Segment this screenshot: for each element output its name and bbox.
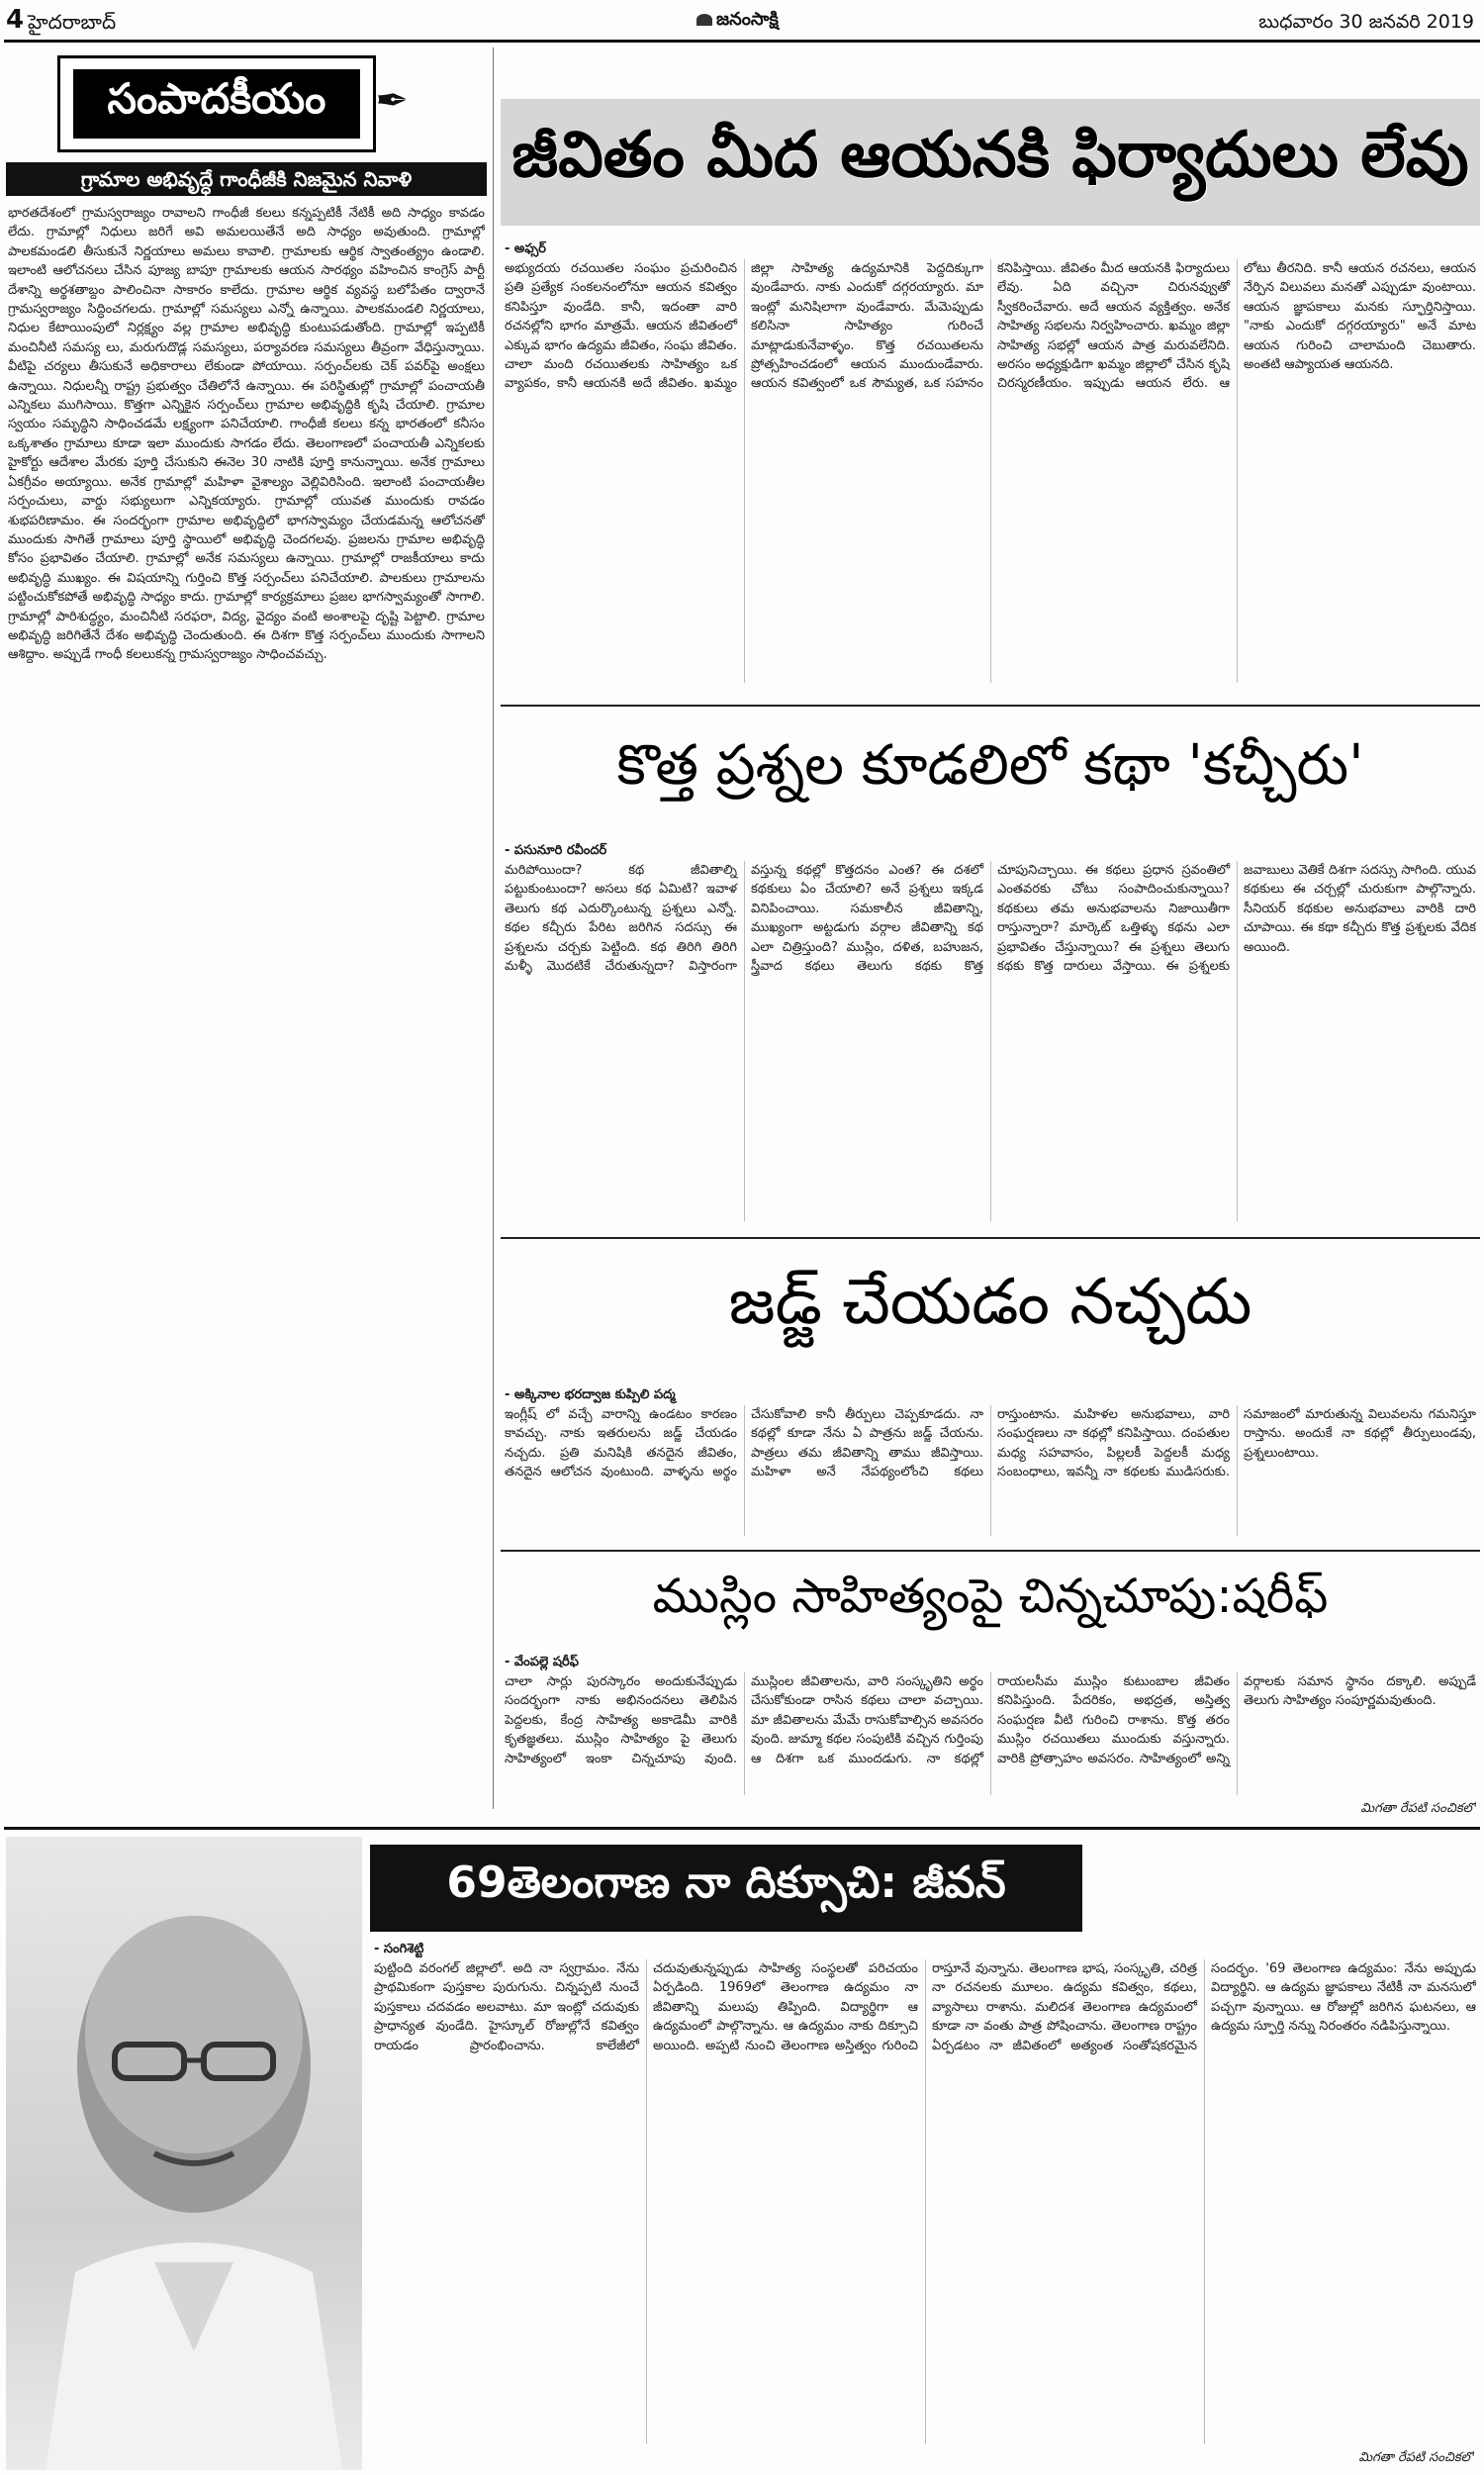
article-4-byline: - వేంపల్లె షరీఫ్ [505,1655,579,1669]
article-5 [370,1837,1480,2470]
article-4-credit: మిగతా రేపటి సంచికలో [1360,1801,1476,1816]
article-2-byline: - పసునూరి రవీందర్ [505,843,607,858]
article-1-body: అభ్యుదయ రచయితల సంఘం ప్రచురించిన ప్రతి ప్రత్యేక సంకలనంలోనూ ఆయన కవిత్వం కనిపిస్తూ వుండేది. కానీ, ఇదంతా వారి రచనల్లోని భాగం మాత్రమే. ఆయన జీవితంలో ఎక్కువ భాగం ఉద్యమ జీవితం, సంఘ జీవితం. చాలా మంది రచయితలకు సాహిత్యం ఒక వ్యాపకం, కానీ ఆయనకి అదే జీవితం. ఖమ్మం జిల్లా సాహిత్య ఉద్యమానికి పెద్దదిక్కుగా వుండేవారు. నాకు ఎందుకో దగ్గరయ్యారు. మా ఇంట్లో మనిషిలాగా వుండేవారు. మేమెప్పుడు కలిసినా సాహిత్యం గురించే మాట్లాడుకునేవాళ్ళం. కొత్త రచయితలను ప్రోత్సహించడంలో ఆయన ముందుండేవారు. ఆయన కవిత్వంలో ఒక సౌమ్యత, ఒక సహనం కనిపిస్తాయి. జీవితం మీద ఆయనకి ఫిర్యాదులు లేవు. ఏది వచ్చినా చిరునవ్వుతో స్వీకరించేవారు. అదే ఆయన వ్యక్తిత్వం. అనేక సాహిత్య సభలను నిర్వహించారు. ఖమ్మం జిల్లా సాహిత్య సభల్లో ఆయన పాత్ర మరువలేనిది. అరసం అధ్యక్షుడిగా ఖమ్మం జిల్లాలో చేసిన కృషి చిరస్మరణీయం. ఇప్పుడు ఆయన లేరు. ఆ లోటు తీరనిది. కానీ ఆయన రచనలు, ఆయన నేర్పిన విలువలు మనతో ఎప్పుడూ వుంటాయి. ఆయన జ్ఞాపకాలు మనకు స్ఫూర్తినిస్తాయి. "నాకు ఎందుకో దగ్గరయ్యారు" అనే మాట ఆయన గురించి చాలామంది చెబుతారు. అంతటి ఆప్యాయత ఆయనది. [505,261,1476,392]
editorial-body: భారతదేశంలో గ్రామస్వరాజ్యం రావాలని గాంధీజీ కలలు కన్నప్పటికీ నేటికీ అది సాధ్యం కావడం లేదు. గ్రామాల్లో నిధులు జరిగే అవి అమలయితేనే అది సాధ్యం అవుతుంది. గ్రామాల్లో పాలకమండలి తీసుకునే నిర్ణయాలు అమలు కావాలి. గ్రామాలకు ఆర్థిక స్వాతంత్య్రం ఉండాలి. ఇలాంటి ఆలోచనలు చేసిన పూజ్య బాపూ గ్రామాలకు ఆయన సారథ్యం వహించిన కాంగ్రెస్ పార్టీ దేశాన్ని అర్థశతాబ్దం పాలించినా సాకారం కాలేదు. గ్రామాల ఆర్థిక వ్యవస్థ బలోపేతం ద్వారానే గ్రామస్వరాజ్యం సిద్ధించగలదు. గ్రామాల్లో సమస్యలు ఎన్నో ఉన్నాయి. పాలకమండలి నిర్ణయాలు, నిధుల కేటాయింపులో నిర్లక్ష్యం వల్ల గ్రామాల అభివృద్ధి కుంటుపడుతోంది. గ్రామాల్లో ఇప్పటికీ మంచినీటి సమస్య లు, మరుగుదొడ్ల సమస్యలు, పర్యావరణ సమస్యలు తీవ్రంగా వేధిస్తున్నాయి. వీటిపై చర్యలు తీసుకునే అధికారాలు లేకుండా పోయాయి. సర్పంచ్‌లకు చెక్ పవర్‌పై అంక్షలు ఉన్నాయి. నిధులన్నీ రాష్ట్ర ప్రభుత్వం చేతిలోనే ఉన్నాయి. ఈ పరిస్థితుల్లో గ్రామాల్లో పంచాయతీ ఎన్నికలు ముగిసాయి. కొత్తగా ఎన్నికైన సర్పంచ్‌లు గ్రామాల అభివృద్ధికి కృషి చేయాలి. గ్రామాల స్వయం సమృద్ధిని సాధించడమే లక్ష్యంగా పనిచేయాలి. గాంధీజీ కలలు కన్న భారతంలో కనీసం ఒక్కశాతం గ్రామాలు కూడా ఇలా ముందుకు సాగడం లేదు. తెలంగాణలో పంచాయతీ ఎన్నికలకు హైకోర్టు ఆదేశాల మేరకు పూర్తి చేసుకుని ఈనెల 30 నాటికి పూర్తి కానున్నాయి. అనేక గ్రామాలు ఏకగ్రీవం అయ్యాయి. అనేక గ్రామాల్లో మహిళా వైశాల్యం వెల్లివిరిసింది. ఇలాంటి పంచాయతీల సర్పంచులు, వార్డు సభ్యులుగా ఎన్నికయ్యారు. గ్రామాల్లో యువత ముందుకు రావడం శుభపరిణామం. ఈ సందర్భంగా గ్రామాల అభివృద్ధిలో భాగస్వామ్యం చేయడమన్న ఆలోచనతో ముందుకు సాగితే గ్రామాలు పూర్తి స్థాయిలో అభివృద్ధి చెందగలవు. ప్రజలను గ్రామాల అభివృద్ధి కోసం ప్రభావితం చేయాలి. గ్రామాల్లో అనేక సమస్యలు ఉన్నాయి. గ్రామాల్లో రాజకీయాలు కాదు అభివృద్ధి ముఖ్యం. ఈ విషయాన్ని గుర్తించి కొత్త సర్పంచ్‌లు పనిచేయాలి. పాలకులు గ్రామాలను పట్టించుకోకపోతే అభివృద్ధి సాధ్యం కాదు. గ్రామాల్లో కార్యక్రమాలు ప్రజల భాగస్వామ్యంతో సాగాలి. గ్రామాల్లో పారిశుద్ధ్యం, మంచినీటి సరఫరా, విద్య, వైద్యం వంటి అంశాలపై దృష్టి పెట్టాలి. గ్రామాల అభివృద్ధి జరిగితేనే దేశం అభివృద్ధి చెందుతుంది. ఈ దిశగా కొత్త సర్పంచ్‌లు ముందుకు సాగాలని ఆశిద్దాం. అప్పుడే గాంధీ కలలుకన్న గ్రామస్వరాజ్యం సాధించవచ్చు. [8,206,485,663]
page-header [4,4,1480,43]
editorial-headline: గ్రామాల అభివృద్ధే గాంధీజీకి నిజమైన నివాళి [6,162,487,196]
article-3 [501,1245,1480,1542]
article-1 [501,99,1480,693]
page-number: 4 [6,5,25,35]
column-divider [493,48,494,1809]
pen-icon: ✒ [375,78,409,124]
page-divider [4,1827,1480,1830]
article-5-headline: 69తెలంగాణ నా దిక్సూచి: జీవన్ [370,1845,1082,1932]
article-5-byline: - సంగిశెట్టి [374,1942,424,1956]
person-portrait-icon [6,1837,362,2470]
article-5-credit: మిగతా రేపటి సంచికలో [1358,2450,1474,2465]
section-divider [501,1550,1480,1552]
article-3-headline: జడ్జ్ చేయడం నచ్చదు [728,1265,1252,1339]
article-2-body: మరిపోయిందా? కథ జీవితాల్ని పట్టుకుంటుందా? అసలు కథ ఏమిటి? ఇవాళ తెలుగు కథ ఎదుర్కొంటున్న ప్రశ్నలు ఎన్నో. కథల కచ్చీరు పేరిట జరిగిన సదస్సు ఈ ప్రశ్నలను చర్చకు పెట్టింది. కథ తిరిగి తిరిగి మళ్ళీ మొదటికే చేరుతున్నదా? విస్తారంగా వస్తున్న కథల్లో కొత్తదనం ఎంత? ఈ దశలో కథకులు ఏం చేయాలి? అనే ప్రశ్నలు ఇక్కడ వినిపించాయి. సమకాలీన జీవితాన్ని, ముఖ్యంగా అట్టడుగు వర్గాల జీవితాన్ని కథ ఎలా చిత్రిస్తుంది? ముస్లిం, దళిత, బహుజన, స్త్రీవాద కథలు తెలుగు కథకు కొత్త చూపునిచ్చాయి. ఈ కథలు ప్రధాన స్రవంతిలో ఎంతవరకు చోటు సంపాదించుకున్నాయి? కథకులు తమ అనుభవాలను నిజాయితీగా రాస్తున్నారా? మార్కెట్ ఒత్తిళ్ళు కథను ఎలా ప్రభావితం చేస్తున్నాయి? ఈ ప్రశ్నలు తెలుగు కథకు కొత్త దారులు వేస్తాయి. ఈ ప్రశ్నలకు జవాబులు వెతికే దిశగా సదస్సు సాగింది. యువ కథకులు ఈ చర్చల్లో చురుకుగా పాల్గొన్నారు. సీనియర్ కథకుల అనుభవాలు వారికి దారి చూపాయి. ఈ కథా కచ్చీరు కొత్త ప్రశ్నలకు వేదిక అయింది. [505,863,1476,975]
article-5-body: పుట్టింది వరంగల్ జిల్లాలో. అది నా స్వగ్రామం. నేను ప్రాథమికంగా పుస్తకాల పురుగును. చిన్నప్పటి నుంచే పుస్తకాలు చదవడం అలవాటు. మా ఇంట్లో చదువుకు ప్రాధాన్యత వుండేది. హైస్కూల్ రోజుల్లోనే కవిత్వం రాయడం ప్రారంభించాను. కాలేజీలో చదువుతున్నప్పుడు సాహిత్య సంస్థలతో పరిచయం ఏర్పడింది. 1969లో తెలంగాణ ఉద్యమం నా జీవితాన్ని మలుపు తిప్పింది. విద్యార్థిగా ఆ ఉద్యమంలో పాల్గొన్నాను. ఆ ఉద్యమం నాకు దిక్సూచి అయింది. అప్పటి నుంచి తెలంగాణ అస్తిత్వం గురించి రాస్తూనే వున్నాను. తెలంగాణ భాష, సంస్కృతి, చరిత్ర నా రచనలకు మూలం. ఉద్యమ కవిత్వం, కథలు, వ్యాసాలు రాశాను. మలిదశ తెలంగాణ ఉద్యమంలో కూడా నా వంతు పాత్ర పోషించాను. తెలంగాణ రాష్ట్రం ఏర్పడటం నా జీవితంలో అత్యంత సంతోషకరమైన సందర్భం. '69 తెలంగాణ ఉద్యమం: నేను అప్పుడు విద్యార్థిని. ఆ ఉద్యమ జ్ఞాపకాలు నేటికీ నా మనసులో పచ్చగా వున్నాయి. ఆ రోజుల్లో జరిగిన ఘటనలు, ఆ ఉద్యమ స్ఫూర్తి నన్ను నిరంతరం నడిపిస్తున్నాయి. [374,1961,1476,2053]
editorial-title: సంపాదకీయం [73,69,360,139]
article-3-body: ఇంగ్లీష్ లో వచ్చే వారాన్ని ఉండటం కారణం కావచ్చు. నాకు ఇతరులను జడ్జ్ చేయడం నచ్చదు. ప్రతి మనిషికి తనదైన జీవితం, తనదైన ఆలోచన వుంటుంది. వాళ్ళను అర్థం చేసుకోవాలి కానీ తీర్పులు చెప్పకూడదు. నా కథల్లో కూడా నేను ఏ పాత్రను జడ్జ్ చేయను. పాత్రలు తమ జీవితాన్ని తాము జీవిస్తాయి. మహిళా అనే నేపథ్యంలోంచి కథలు రాస్తుంటాను. మహిళల అనుభవాలు, వారి సంఘర్షణలు నా కథల్లో కనిపిస్తాయి. దంపతుల మధ్య సహవాసం, పిల్లలకీ పెద్దలకీ మధ్య సంబంధాలు, ఇవన్నీ నా కథలకు ముడిసరుకు. సమాజంలో మారుతున్న విలువలను గమనిస్తూ రాస్తాను. అందుకే నా కథల్లో తీర్పులుండవు, ప్రశ్నలుంటాయి. [505,1407,1476,1480]
article-4-body: చాలా సార్లు పురస్కారం అందుకునేప్పుడు సందర్భంగా నాకు అభినందనలు తెలిపిన పెద్దలకు, కేంద్ర సాహిత్య అకాడెమీ వారికి కృతజ్ఞతలు. ముస్లిం సాహిత్యం పై తెలుగు సాహిత్యంలో ఇంకా చిన్నచూపు వుంది. ముస్లింల జీవితాలను, వారి సంస్కృతిని అర్థం చేసుకోకుండా రాసిన కథలు చాలా వచ్చాయి. మా జీవితాలను మేమే రాసుకోవాల్సిన అవసరం వుంది. జుమ్మా కథల సంపుటికి వచ్చిన గుర్తింపు ఆ దిశగా ఒక ముందడుగు. నా కథల్లో రాయలసీమ ముస్లిం కుటుంబాల జీవితం కనిపిస్తుంది. పేదరికం, అభద్రత, అస్తిత్వ సంఘర్షణ వీటి గురించి రాశాను. కొత్త తరం ముస్లిం రచయితలు ముందుకు వస్తున్నారు. వారికి ప్రోత్సాహం అవసరం. సాహిత్యంలో అన్ని వర్గాలకు సమాన స్థానం దక్కాలి. అప్పుడే తెలుగు సాహిత్యం సంపూర్ణమవుతుంది. [505,1674,1476,1766]
editorial-banner [57,55,409,152]
paper-logo-icon [696,14,712,26]
portrait-photo [6,1837,362,2470]
article-2 [501,714,1480,1229]
editorial-section [6,48,487,1804]
paper-name: జనంసాక్షి [696,6,779,34]
article-2-headline: కొత్త ప్రశ్నల కూడలిలో కథా 'కచ్చీరు' [616,732,1364,798]
section-divider [501,705,1480,707]
article-1-headline: జీవితం మీద ఆయనకి ఫిర్యాదులు లేవు [501,99,1480,226]
city-label: హైదరాబాద్ [28,10,117,34]
article-4-headline: ముస్లిం సాహిత్యంపై చిన్నచూపు:షరీఫ్ [652,1569,1329,1624]
section-divider [501,1237,1480,1239]
page-date: బుధవారం 30 జనవరి 2019 [1258,11,1474,33]
article-1-byline: - అఫ్సర్ [505,241,546,256]
article-4 [501,1558,1480,1817]
article-3-byline: - అక్కినాల భరద్వాజ కుప్పిలి పద్మ [505,1387,676,1402]
